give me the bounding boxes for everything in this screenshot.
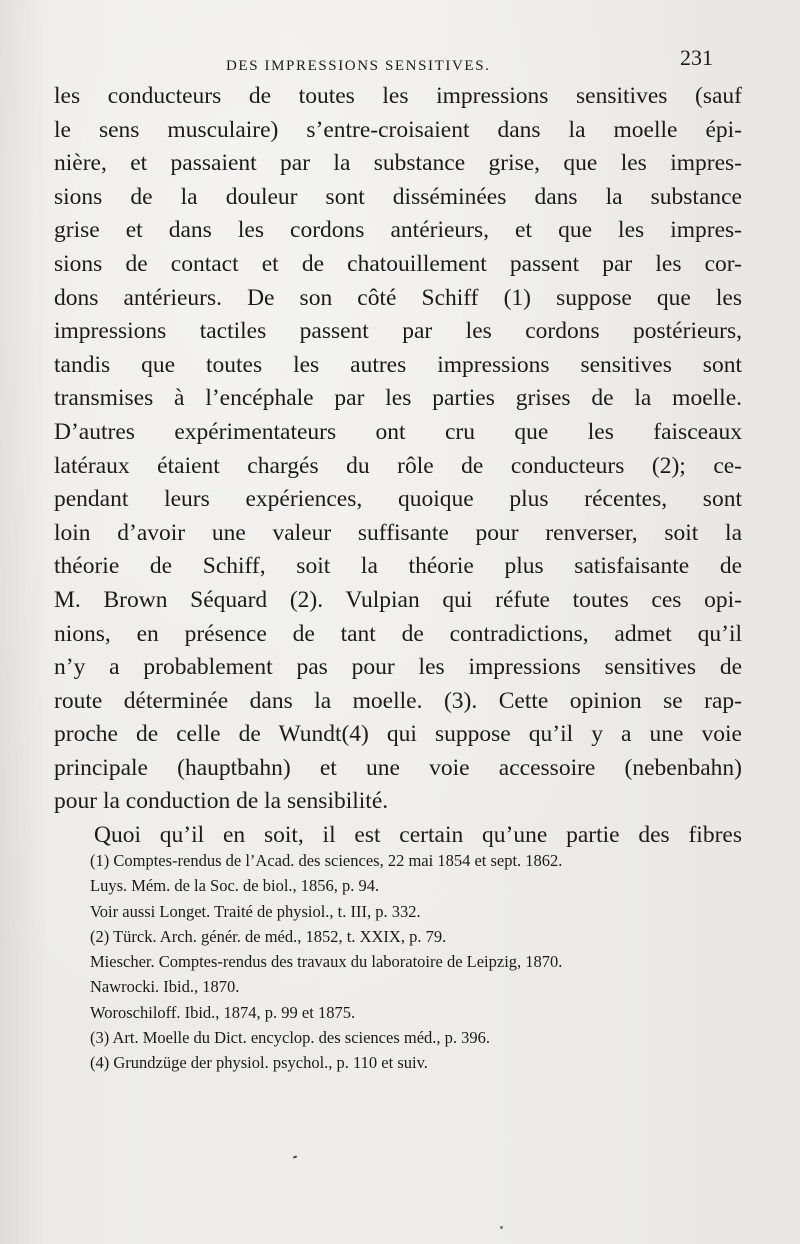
paper-speck [293, 1155, 297, 1158]
body-line: impressions tactiles passent par les cordons postérieurs, [54, 318, 742, 345]
body-line: loin d’avoir une valeur suffisante pour renverser, soit la [54, 519, 742, 546]
footnote: (1) Comptes-rendus de l’Acad. des sciences, 22 mai 1854 et sept. 1862. [90, 851, 563, 870]
footnote: (4) Grundzüge der physiol. psychol., p. 110 et suiv. [90, 1053, 428, 1073]
body-line: transmises à l’encéphale par les parties grises de la moelle. [54, 385, 742, 412]
body-line: D’autres expérimentateurs ont cru que les faisceaux [54, 418, 742, 445]
body-line: principale (hauptbahn) et une voie accessoire (nebenbahn) [54, 754, 742, 781]
body-line: grise et dans les cordons antérieurs, et que les impres- [54, 217, 742, 244]
body-line: latéraux étaient chargés du rôle de conducteurs (2); ce- [54, 452, 742, 479]
footnote: Woroschiloff. Ibid., 1874, p. 99 et 1875. [90, 1002, 356, 1022]
body-line: sions de contact et de chatouillement passent par les cor- [54, 250, 742, 277]
body-line: n’y a probablement pas pour les impressions sensitives de [54, 654, 742, 681]
footnote: Nawrocki. Ibid., 1870. [90, 977, 240, 997]
footnote: Miescher. Comptes-rendus des travaux du laboratoire de Leipzig, 1870. [90, 952, 563, 972]
paper-speck [500, 1226, 503, 1229]
body-text [54, 80, 742, 853]
body-line: dons antérieurs. De son côté Schiff (1) suppose que les [54, 284, 742, 311]
body-line: nions, en présence de tant de contradictions, admet qu’il [54, 620, 742, 647]
footnote: (3) Art. Moelle du Dict. encyclop. des sciences méd., p. 396. [90, 1028, 491, 1048]
running-head: DES IMPRESSIONS SENSITIVES. [226, 58, 491, 74]
body-line: le sens musculaire) s’entre-croisaient dans la moelle épi- [54, 116, 742, 143]
body-line: M. Brown Séquard (2). Vulpian qui réfute toutes ces opi- [54, 586, 742, 613]
footnote: (2) Türck. Arch. génér. de méd., 1852, t. XXIX, p. 79. [90, 926, 447, 946]
body-line: pour la conduction de la sensibilité. [54, 788, 389, 815]
body-line: proche de celle de Wundt(4) qui suppose qu’il y a une voie [54, 721, 742, 748]
footnote: Voir aussi Longet. Traité de physiol., t. III, p. 332. [90, 901, 421, 921]
body-line: sions de la douleur sont disséminées dans la substance [54, 183, 742, 210]
body-line: Quoi qu’il en soit, il est certain qu’une partie des fibres [94, 822, 742, 849]
page-number: 231 [680, 45, 713, 70]
body-line: nière, et passaient par la substance grise, que les impres- [54, 150, 742, 177]
body-line: les conducteurs de toutes les impressions sensitives (sauf [54, 83, 742, 109]
body-line: théorie de Schiff, soit la théorie plus satisfaisante de [54, 553, 742, 580]
footnote: Luys. Mém. de la Soc. de biol., 1856, p. 94. [90, 876, 380, 896]
body-line: pendant leurs expériences, quoique plus récentes, sont [54, 486, 742, 513]
body-line: route déterminée dans la moelle. (3). Cette opinion se rap- [54, 687, 742, 714]
body-line: tandis que toutes les autres impressions sensitives sont [54, 351, 742, 378]
footnotes [90, 848, 750, 1076]
